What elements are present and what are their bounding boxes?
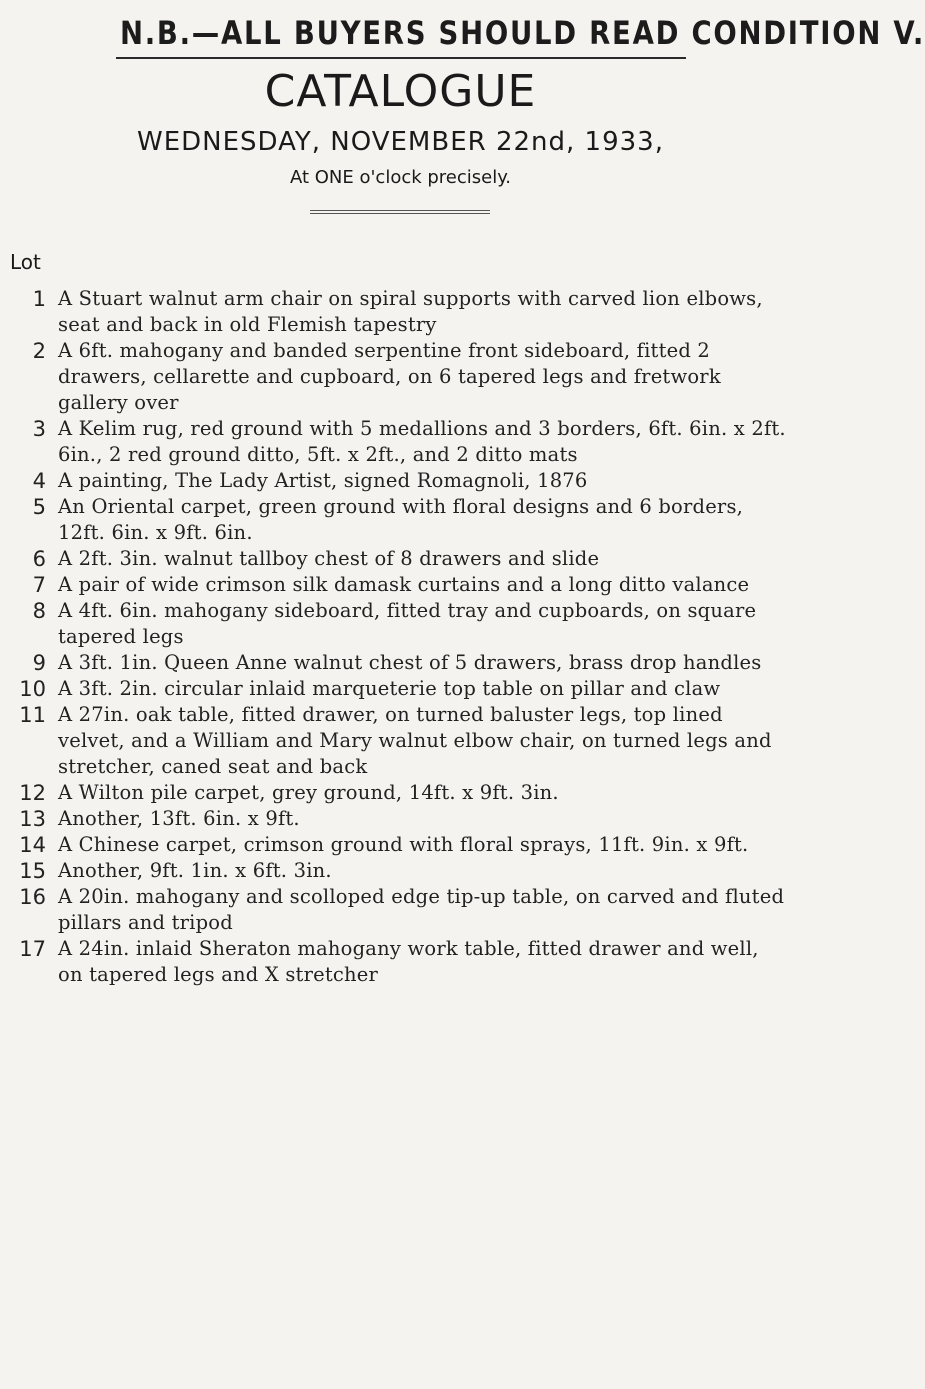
lot-entry bbox=[0, 598, 801, 650]
lot-entry bbox=[0, 676, 801, 702]
lot-number: 10 bbox=[19, 677, 46, 701]
catalogue-title: CATALOGUE bbox=[264, 66, 537, 117]
lot-column-header: Lot bbox=[10, 250, 41, 274]
lot-description: A Wilton pile carpet, grey ground, 14ft. x 9ft. 3in. bbox=[58, 781, 559, 804]
lot-entry bbox=[0, 494, 801, 546]
lot-entry bbox=[0, 572, 801, 598]
lot-number: 16 bbox=[19, 885, 46, 909]
lot-description: Another, 9ft. 1in. x 6ft. 3in. bbox=[58, 859, 332, 882]
lot-number: 12 bbox=[19, 781, 46, 805]
lot-entry bbox=[0, 858, 801, 884]
lot-entry bbox=[0, 286, 801, 338]
lot-description: An Oriental carpet, green ground with floral designs and 6 borders, 12ft. 6in. x 9ft. 6in. bbox=[58, 495, 744, 544]
lot-number: 11 bbox=[19, 703, 46, 727]
lot-description: A 3ft. 1in. Queen Anne walnut chest of 5 drawers, brass drop handles bbox=[58, 651, 762, 674]
lot-number: 1 bbox=[32, 287, 46, 311]
lot-number: 17 bbox=[19, 937, 46, 961]
lot-number: 14 bbox=[19, 833, 46, 857]
lot-description: A Stuart walnut arm chair on spiral supports with carved lion elbows, seat and back in old Flemish tapestry bbox=[58, 287, 763, 336]
lot-description: A 6ft. mahogany and banded serpentine front sideboard, fitted 2 drawers, cellarette and cupboard, on 6 tapered legs and fretwork gallery over bbox=[58, 339, 721, 414]
lot-entry bbox=[0, 702, 801, 780]
lot-number: 15 bbox=[19, 859, 46, 883]
lot-number: 9 bbox=[32, 651, 46, 675]
lot-description: A 4ft. 6in. mahogany sideboard, fitted tray and cupboards, on square tapered legs bbox=[58, 599, 757, 648]
lot-entry bbox=[0, 546, 801, 572]
lot-description: A 27in. oak table, fitted drawer, on turned baluster legs, top lined velvet, and a William and Mary walnut elbow chair, on turned legs and stretcher, caned seat and back bbox=[58, 703, 772, 778]
lot-entry bbox=[0, 780, 801, 806]
lot-entry bbox=[0, 832, 801, 858]
lot-entry bbox=[0, 416, 801, 468]
lot-description: Another, 13ft. 6in. x 9ft. bbox=[58, 807, 300, 830]
lot-number: 3 bbox=[32, 417, 46, 441]
lot-entry bbox=[0, 806, 801, 832]
lot-description: A Chinese carpet, crimson ground with floral sprays, 11ft. 9in. x 9ft. bbox=[58, 833, 749, 856]
top-rule bbox=[116, 57, 686, 59]
lot-number: 13 bbox=[19, 807, 46, 831]
lot-number: 6 bbox=[32, 547, 46, 571]
lot-entry bbox=[0, 650, 801, 676]
lot-entry bbox=[0, 884, 801, 936]
lot-number: 8 bbox=[32, 599, 46, 623]
lot-entry bbox=[0, 468, 801, 494]
lot-description: A Kelim rug, red ground with 5 medallions and 3 borders, 6ft. 6in. x 2ft. 6in., 2 red ground ditto, 5ft. x 2ft., and 2 ditto mats bbox=[58, 417, 786, 466]
lot-description: A 20in. mahogany and scolloped edge tip-up table, on carved and fluted pillars and tripod bbox=[58, 885, 785, 934]
lot-number: 7 bbox=[32, 573, 46, 597]
sale-date: WEDNESDAY, NOVEMBER 22nd, 1933, bbox=[136, 127, 664, 157]
lot-number: 4 bbox=[32, 469, 46, 493]
divider-rule bbox=[310, 210, 490, 214]
lot-description: A 24in. inlaid Sheraton mahogany work table, fitted drawer and well, on tapered legs and X stretcher bbox=[58, 937, 759, 986]
lot-number: 2 bbox=[32, 339, 46, 363]
lot-number: 5 bbox=[32, 495, 46, 519]
sale-time: At ONE o'clock precisely. bbox=[289, 167, 512, 188]
lot-description: A 2ft. 3in. walnut tallboy chest of 8 drawers and slide bbox=[58, 547, 600, 570]
lot-list bbox=[0, 286, 801, 988]
lot-entry bbox=[0, 936, 801, 988]
lot-description: A pair of wide crimson silk damask curtains and a long ditto valance bbox=[58, 573, 750, 596]
lot-description: A painting, The Lady Artist, signed Romagnoli, 1876 bbox=[58, 469, 588, 492]
condition-notice: N.B.—ALL BUYERS SHOULD READ CONDITION V. bbox=[120, 14, 925, 52]
lot-entry bbox=[0, 338, 801, 416]
lot-description: A 3ft. 2in. circular inlaid marqueterie top table on pillar and claw bbox=[58, 677, 721, 700]
